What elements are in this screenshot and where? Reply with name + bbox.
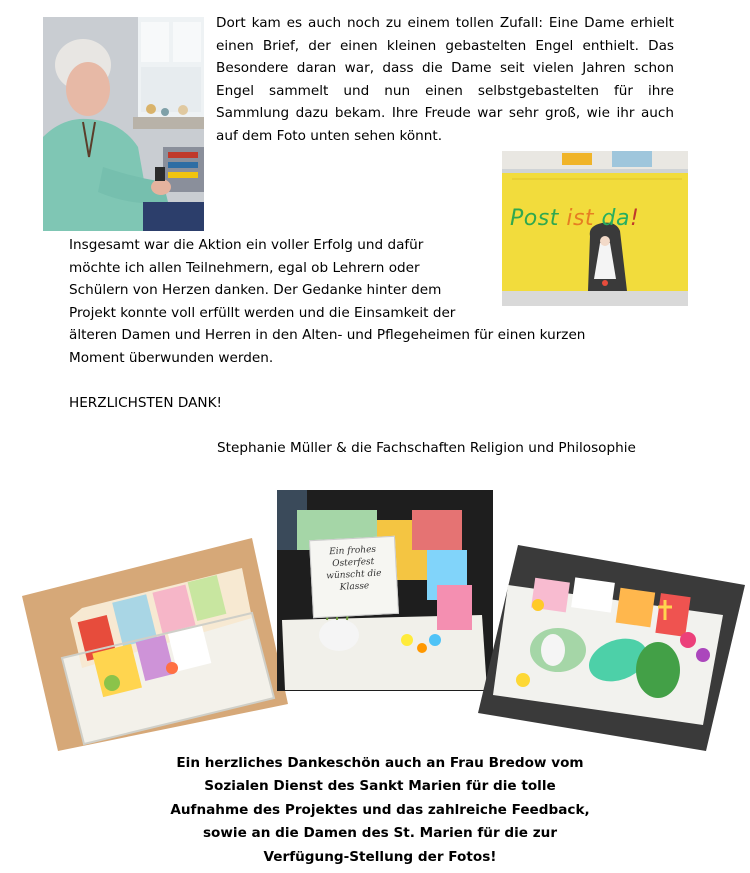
photo-gift-box-left <box>22 538 288 751</box>
photo-gift-box-right <box>478 545 745 751</box>
paragraph2-line: Moment überwunden werden. <box>69 349 274 366</box>
closing-line: Aufnahme des Projektes und das zahlreiche Feedback, <box>170 801 590 818</box>
paragraph-text: Dort kam es auch noch zu einem tollen Zufall: Eine Dame erhielt einen Brief, der einen kleinen gebastelten Engel enthielt. Das Besondere daran war, dass die Dame seit vielen Jahren schon Engel sammelt und nun einen selbstgebastelten für ihre Sammlung dazu bekam. Ihre Freude war sehr groß, wie ihr auch auf dem Foto unten sehen könnt. <box>216 15 674 144</box>
closing-paragraph <box>160 752 600 869</box>
photo-lady-with-angel <box>43 17 204 231</box>
intro-paragraph <box>216 12 674 148</box>
thanks-paragraph <box>69 234 674 370</box>
paragraph2-line: älteren Damen und Herren in den Alten- und Pflegeheimen für einen kurzen <box>69 327 586 344</box>
photo-gift-box-center <box>277 490 493 691</box>
card-line: wünscht die <box>326 568 382 582</box>
closing-line: Verfügung-Stellung der Fotos! <box>263 848 497 865</box>
easter-card <box>309 536 399 618</box>
thanks-heading: HERZLICHSTEN DANK! <box>69 395 222 411</box>
card-line: Klasse <box>339 581 370 593</box>
paragraph2-line: Insgesamt war die Aktion ein voller Erfolg und dafür <box>69 237 424 253</box>
paragraph2-line: Projekt konnte voll erfüllt werden und die Einsamkeit der <box>69 304 456 321</box>
closing-line: Sozialen Dienst des Sankt Marien für die tolle <box>204 778 556 795</box>
closing-line: sowie an die Damen des St. Marien für die zur <box>202 825 558 842</box>
card-line: Ein frohes Osterfest <box>328 544 377 570</box>
paragraph2-line: möchte ich allen Teilnehmern, egal ob Lehrern oder <box>69 259 420 276</box>
signature: Stephanie Müller & die Fachschaften Religion und Philosophie <box>217 440 636 456</box>
paragraph2-line: Schülern von Herzen danken. Der Gedanke hinter dem <box>69 282 442 299</box>
closing-line: Ein herzliches Dankeschön auch an Frau Bredow vom <box>176 755 584 771</box>
post-sign-text: Post ist da! <box>510 206 640 231</box>
